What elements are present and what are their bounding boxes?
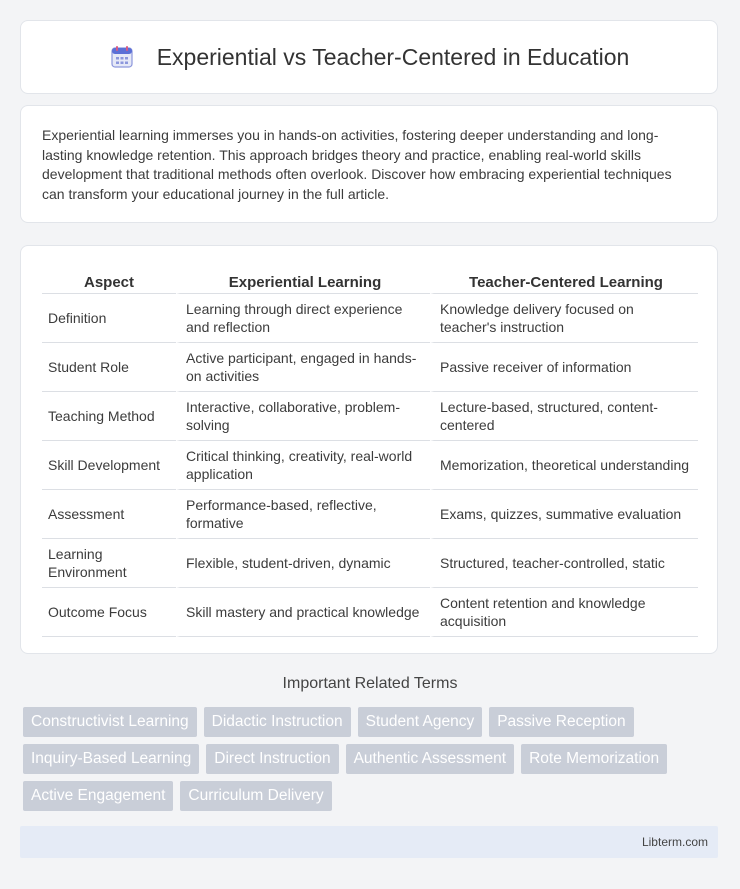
table-row (42, 391, 698, 440)
table-cell-experiential: Performance-based, reflective, formative (176, 489, 430, 538)
table-cell-teacher-centered: Exams, quizzes, summative evaluation (430, 489, 698, 538)
table-cell-experiential: Critical thinking, creativity, real-world application (176, 440, 430, 489)
table-cell-teacher-centered: Memorization, theoretical understanding (430, 440, 698, 489)
table-cell-teacher-centered: Structured, teacher-controlled, static (430, 538, 698, 587)
related-terms-heading: Important Related Terms (282, 675, 458, 692)
table-cell-experiential: Learning through direct experience and reflection (176, 293, 430, 342)
header-card (20, 20, 718, 94)
table-cell-experiential: Interactive, collaborative, problem-solving (176, 391, 430, 440)
table-cell-teacher-centered: Passive receiver of information (430, 342, 698, 391)
column-header: Aspect (83, 274, 135, 291)
comparison-table-card (20, 245, 718, 654)
table-row (42, 587, 698, 637)
related-term-tag[interactable]: Rote Memorization (521, 744, 667, 774)
related-term-tag[interactable]: Active Engagement (23, 781, 173, 811)
page-title: Experiential vs Teacher-Centered in Education (156, 43, 630, 70)
table-cell-aspect: Assessment (42, 489, 176, 538)
table-header-row (42, 264, 698, 293)
intro-card (20, 105, 718, 223)
related-term-tag[interactable]: Inquiry-Based Learning (23, 744, 199, 774)
related-term-tag[interactable]: Constructivist Learning (23, 707, 197, 737)
related-term-tag[interactable]: Passive Reception (489, 707, 633, 737)
table-row (42, 342, 698, 391)
intro-text: Experiential learning immerses you in hands-on activities, fostering deeper understanding and long-lasting knowledge retention. This approach bridges theory and practice, enabling real-world skills development that traditional methods often overlook. Discover how embracing experiential techniques can transform your educational journey in the full article. (42, 127, 672, 202)
table-row (42, 440, 698, 489)
related-term-tag[interactable]: Curriculum Delivery (180, 781, 331, 811)
footer-brand-link[interactable]: Libterm.com (641, 835, 708, 849)
table-cell-experiential: Flexible, student-driven, dynamic (176, 538, 430, 587)
table-cell-experiential: Active participant, engaged in hands-on activities (176, 342, 430, 391)
related-terms-list (23, 707, 723, 818)
comparison-table (42, 264, 698, 637)
table-cell-aspect: Learning Environment (42, 538, 176, 587)
table-cell-aspect: Teaching Method (42, 391, 176, 440)
related-term-tag[interactable]: Student Agency (358, 707, 483, 737)
table-row (42, 293, 698, 342)
related-term-tag[interactable]: Didactic Instruction (204, 707, 351, 737)
table-cell-aspect: Skill Development (42, 440, 176, 489)
column-header: Experiential Learning (176, 264, 430, 293)
related-term-tag[interactable]: Direct Instruction (206, 744, 338, 774)
table-row (42, 538, 698, 587)
table-cell-teacher-centered: Content retention and knowledge acquisition (430, 587, 698, 637)
table-cell-aspect: Definition (42, 293, 176, 342)
table-cell-experiential: Skill mastery and practical knowledge (176, 587, 430, 637)
footer (20, 826, 718, 858)
related-term-tag[interactable]: Authentic Assessment (346, 744, 515, 774)
table-cell-aspect: Student Role (42, 342, 176, 391)
table-cell-teacher-centered: Lecture-based, structured, content-centered (430, 391, 698, 440)
table-row (42, 489, 698, 538)
table-cell-aspect: Outcome Focus (42, 587, 176, 637)
table-cell-teacher-centered: Knowledge delivery focused on teacher's instruction (430, 293, 698, 342)
calendar-icon (109, 44, 135, 70)
column-header: Teacher-Centered Learning (430, 264, 698, 293)
